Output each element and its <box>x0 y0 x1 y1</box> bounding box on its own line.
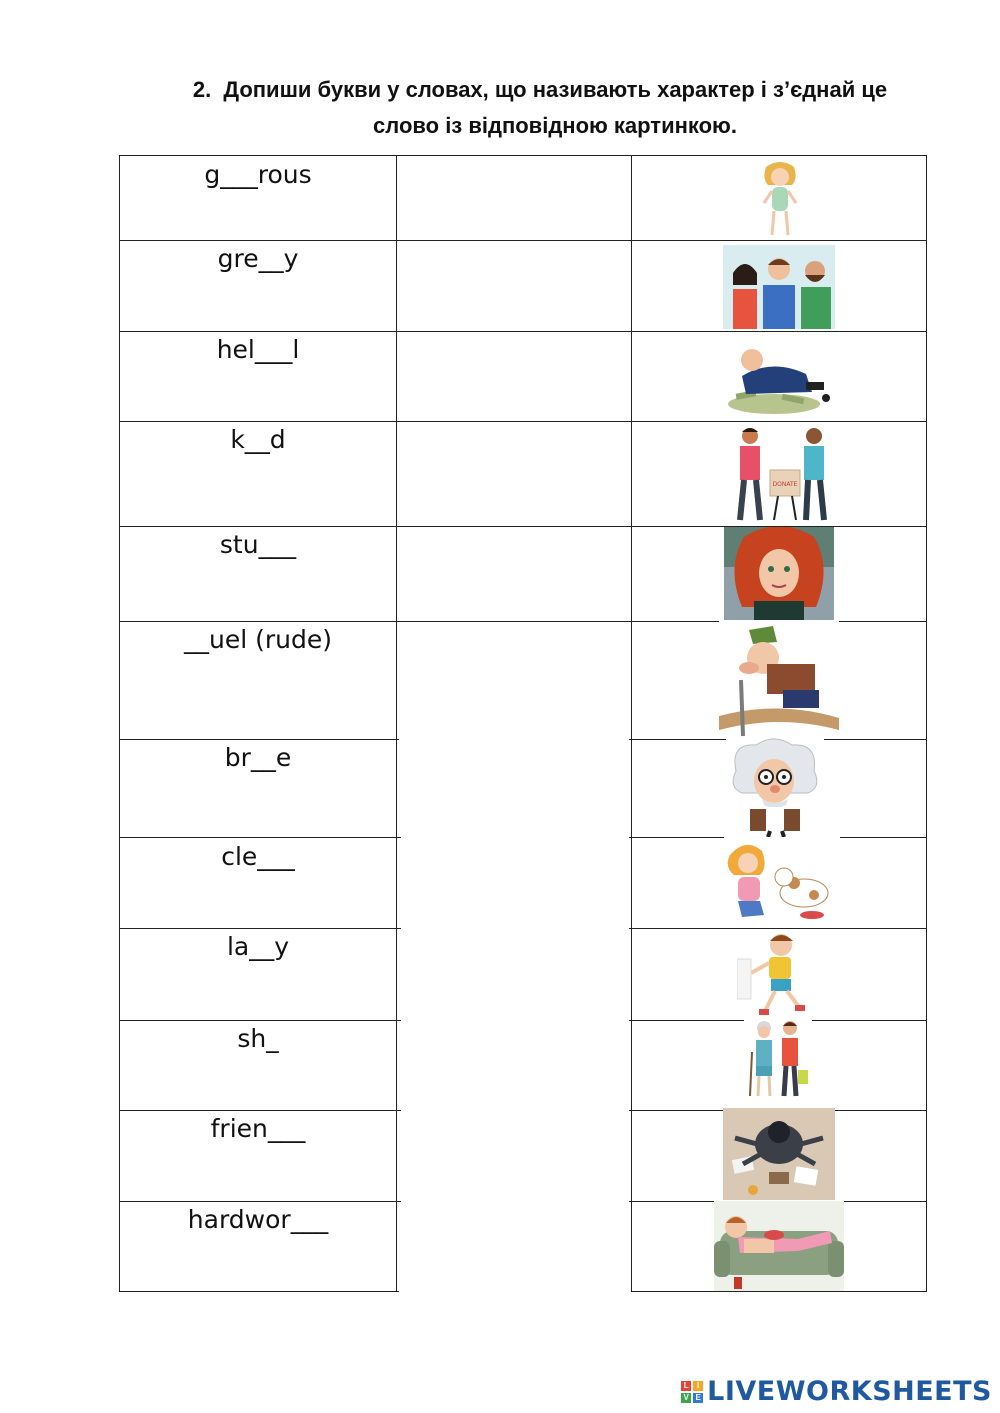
task-line-2: слово із відповідною картинкою. <box>373 113 737 138</box>
donate-icon[interactable] <box>728 424 836 524</box>
row-line <box>119 1291 399 1292</box>
row-line <box>119 240 927 241</box>
row-line <box>119 837 401 838</box>
row-line <box>631 1291 927 1292</box>
liveworksheets-logo <box>681 1376 992 1407</box>
row-line <box>119 1020 401 1021</box>
svg-text:DONATE: DONATE <box>772 481 798 488</box>
table-border-right <box>926 155 927 1292</box>
logo-mark-icon <box>681 1381 703 1403</box>
logo-letter: I <box>693 1381 703 1391</box>
logo-letter: E <box>693 1393 703 1403</box>
task-number: 2. <box>192 77 212 102</box>
word-cell[interactable]: frien___ <box>210 1114 306 1143</box>
task-line-1: Допиши букви у словах, що називають характер і з’єднай це <box>223 77 888 102</box>
girl-icon[interactable] <box>752 157 808 239</box>
task-instruction <box>120 72 960 144</box>
word-cell[interactable]: gre__y <box>217 244 299 273</box>
helping-elderly-icon[interactable] <box>744 1018 812 1100</box>
boy-running-icon[interactable] <box>737 929 813 1019</box>
row-line <box>119 1110 401 1111</box>
word-cell[interactable]: stu___ <box>219 530 297 559</box>
word-cell[interactable]: k__d <box>230 425 286 454</box>
word-cell[interactable]: __uel (rude) <box>184 625 332 654</box>
logo-letter: V <box>681 1393 691 1403</box>
brave-girl-icon[interactable] <box>724 527 834 620</box>
word-cell[interactable]: la__y <box>226 932 290 961</box>
row-line <box>119 1201 401 1202</box>
brand-name: LIVEWORKSHEETS <box>707 1376 992 1407</box>
friends-icon[interactable] <box>723 245 835 329</box>
word-cell[interactable]: g___rous <box>204 160 312 189</box>
greedy-man-icon[interactable] <box>722 336 838 418</box>
word-cell[interactable]: br__e <box>224 743 292 772</box>
busy-worker-icon[interactable] <box>723 1108 835 1200</box>
row-line <box>119 928 401 929</box>
row-line <box>119 739 399 740</box>
word-cell[interactable]: cle___ <box>221 842 295 871</box>
scientist-icon[interactable] <box>726 737 824 837</box>
word-cell[interactable]: hel___l <box>216 335 300 364</box>
row-line <box>119 421 927 422</box>
table-divider-1 <box>396 155 397 1292</box>
row-line <box>119 155 927 156</box>
carpenter-icon[interactable] <box>719 620 839 738</box>
word-cell[interactable]: hardwor___ <box>187 1205 329 1234</box>
table-divider-2 <box>631 155 632 1292</box>
logo-letter: L <box>681 1381 691 1391</box>
row-line <box>119 331 927 332</box>
word-cell[interactable]: sh_ <box>237 1024 279 1053</box>
girl-dog-icon[interactable] <box>724 837 840 923</box>
lazy-man-icon[interactable] <box>714 1201 844 1291</box>
